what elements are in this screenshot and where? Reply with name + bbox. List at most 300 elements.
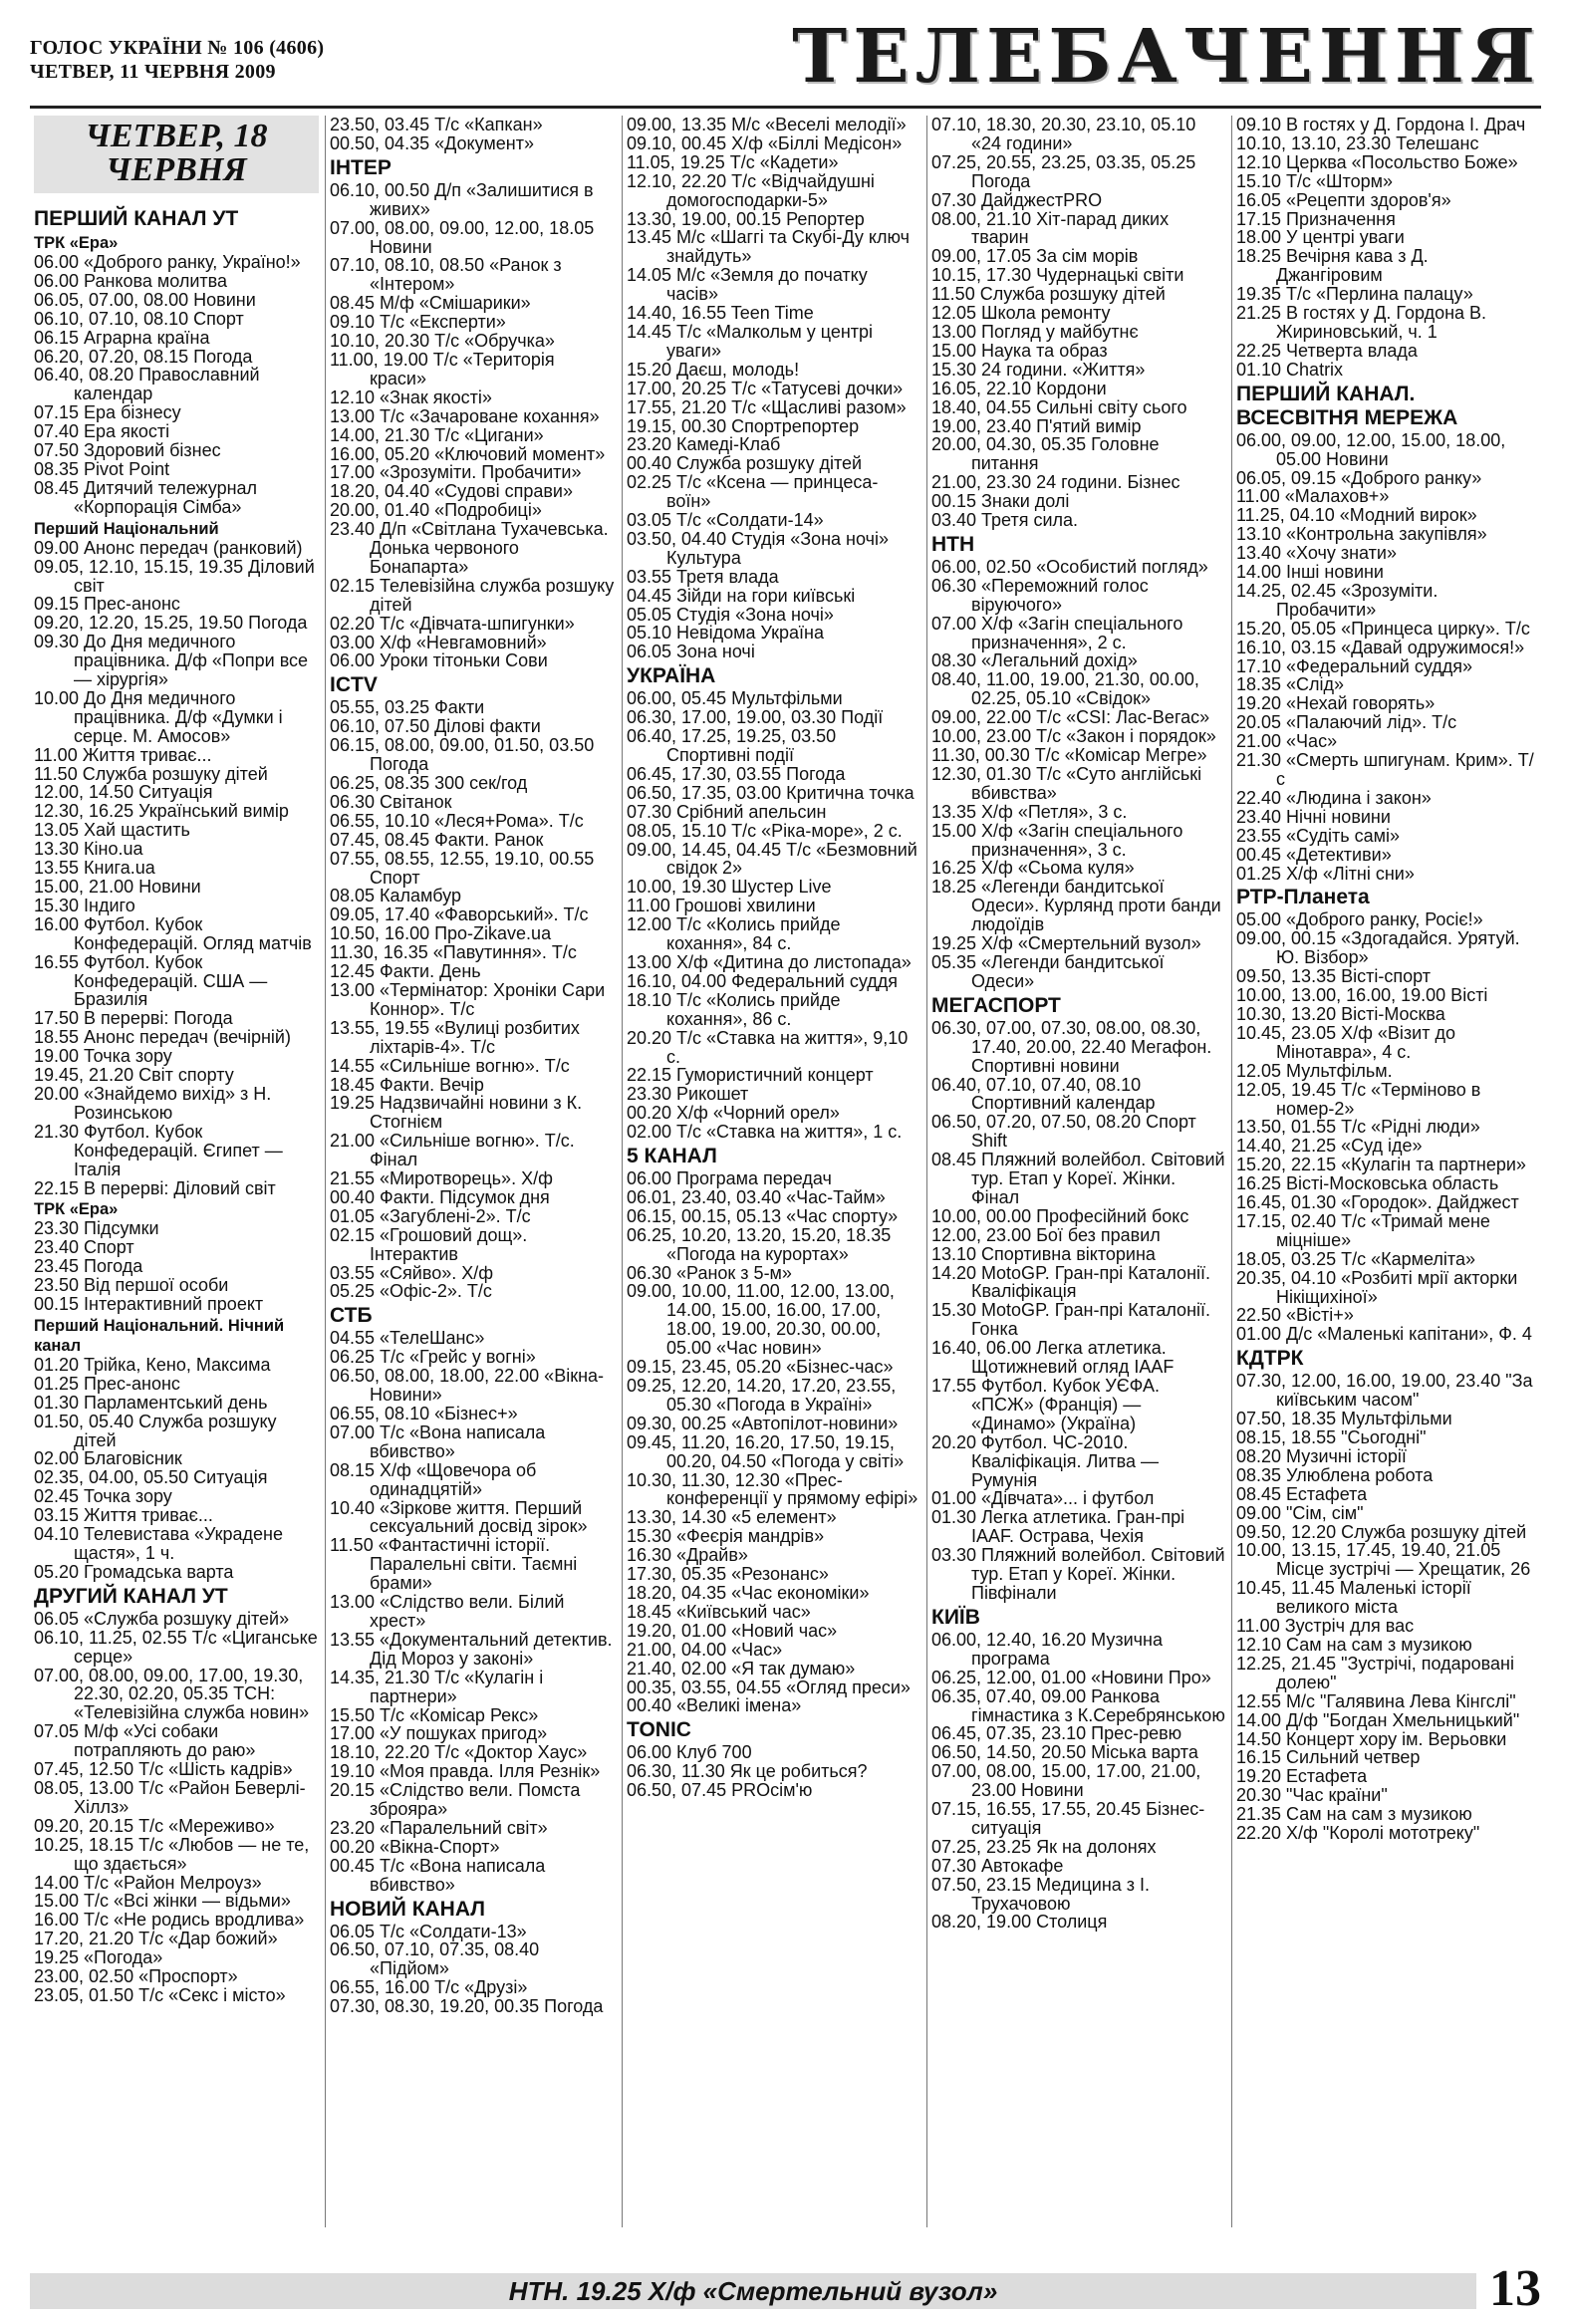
program-entry: 01.25 Прес-анонс [34, 1373, 180, 1394]
program-entry: 18.05, 03.25 Т/с «Кармеліта» [1236, 1248, 1475, 1269]
program-entry: 06.30 Світанок [330, 791, 452, 812]
program-entry: 19.20, 01.00 «Новий час» [627, 1620, 838, 1641]
program-entry: 17.30, 05.35 «Резонанс» [627, 1564, 829, 1585]
program-entry: 09.25, 12.20, 14.20, 17.20, 23.55, 05.30 «Погода в Україні» [627, 1376, 897, 1415]
program-entry: 06.50, 14.50, 20.50 Міська варта [931, 1742, 1198, 1763]
program-entry: 19.45, 21.20 Світ спорту [34, 1065, 234, 1086]
program-entry: 18.25 Вечірня кава з Д. Джангіровим [1236, 246, 1429, 286]
program-entry: 14.00 Т/с «Район Мелроуз» [34, 1872, 262, 1893]
program-entry: 12.30, 01.30 Т/с «Суто англійські вбивства» [931, 763, 1202, 803]
tv-schedule [30, 116, 1541, 2227]
program-entry: 07.05 М/ф «Усі собаки потрапляють до раю» [34, 1721, 256, 1761]
program-entry: 09.15, 23.45, 05.20 «Бізнес-час» [627, 1357, 894, 1378]
program-entry: 22.15 Гумористичний концерт [627, 1065, 874, 1086]
program-entry: 09.00, 22.00 Т/с «CSI: Лас-Вегас» [931, 707, 1210, 728]
program-entry: 13.10 Спортивна вікторина [931, 1243, 1156, 1264]
program-entry: 13.30, 19.00, 00.15 Репортер [627, 208, 865, 229]
program-entry: 06.55, 08.10 «Бізнес+» [330, 1404, 518, 1423]
program-entry: 07.30, 08.30, 19.20, 00.35 Погода [330, 1996, 604, 2017]
program-entry: 11.25, 04.10 «Модний вирок» [1236, 505, 1477, 526]
program-entry: 20.00, 01.40 «Подробиці» [330, 500, 542, 521]
program-entry: 22.20 Х/ф "Королі мототреку" [1236, 1823, 1480, 1844]
program-entry: 13.55, 19.55 «Вулиці розбитих ліхтарів-4». Т/с [330, 1017, 580, 1057]
program-entry: 05.20 Громадська варта [34, 1561, 234, 1582]
program-entry: 07.25, 23.25 Як на долонях [931, 1836, 1157, 1857]
program-entry: 11.30, 16.35 «Павутиння». Т/с [330, 942, 577, 963]
program-entry: 06.00 Уроки тітоньки Сови [330, 650, 548, 671]
program-entry: 09.50, 13.35 Вісті-спорт [1236, 966, 1431, 987]
program-entry: 05.10 Невідома Україна [627, 623, 824, 644]
program-entry: 09.00, 00.15 «Здогадайся. Урятуй. Ю. Візбор» [1236, 928, 1520, 968]
program-entry: 07.30, 12.00, 16.00, 19.00, 23.40 "За київським часом" [1236, 1371, 1533, 1411]
channel-heading: КДТРК [1236, 1347, 1304, 1371]
program-entry: 11.00 Грошові хвилини [627, 896, 816, 916]
program-entry: 15.20, 22.15 «Кулагін та партнери» [1236, 1155, 1526, 1175]
program-entry: 21.25 В гостях у Д. Гордона В. Жириновський, ч. 1 [1236, 303, 1487, 342]
program-entry: 06.50, 08.00, 18.00, 22.00 «Вікна-Новини» [330, 1366, 605, 1406]
program-entry: 17.55 Футбол. Кубок УЄФА. «ПСЖ» (Франція) — «Динамо» (Україна) [931, 1376, 1160, 1433]
program-entry: 11.00 «Малахов+» [1236, 486, 1390, 507]
program-entry: 23.30 Підсумки [34, 1218, 159, 1239]
header-rule [30, 106, 1541, 109]
program-entry: 23.50 Від першої особи [34, 1275, 229, 1296]
program-entry: 06.00, 12.40, 16.20 Музична програма [931, 1629, 1163, 1669]
program-entry: 16.10, 04.00 Федеральний суддя [627, 970, 899, 991]
program-entry: 14.05 М/с «Земля до початку часів» [627, 265, 868, 305]
program-entry: 12.10 Церква «Посольство Боже» [1236, 151, 1518, 172]
program-entry: 09.05, 17.40 «Фаворський». Т/с [330, 904, 589, 925]
program-entry: 16.05 «Рецепти здоров'я» [1236, 189, 1451, 210]
program-entry: 09.10 Т/с «Експерти» [330, 312, 506, 333]
program-entry: 01.20 Трійка, Кено, Максима [34, 1354, 271, 1375]
program-entry: 03.55 «Сяйво». Х/ф [330, 1262, 494, 1283]
program-entry: 12.00, 14.50 Ситуація [34, 782, 213, 803]
program-entry: 06.05 Зона ночі [627, 642, 755, 662]
program-entry: 13.10 «Контрольна закупівля» [1236, 524, 1487, 545]
program-entry: 07.45, 08.45 Факти. Ранок [330, 829, 544, 850]
program-entry: 00.15 Знаки долі [931, 491, 1070, 512]
program-entry: 02.20 Т/с «Дівчата-шпигунки» [330, 613, 575, 634]
program-entry: 06.00, 02.50 «Особистий погляд» [931, 556, 1208, 577]
program-entry: 10.30, 11.30, 12.30 «Прес-конференції у прямому ефірі» [627, 1469, 918, 1509]
channel-heading: СТБ [330, 1304, 373, 1328]
channel-heading: МЕГАСПОРТ [931, 993, 1061, 1017]
program-entry: 23.40 Д/п «Світлана Тухачевська. Донька червоного Бонапарта» [330, 519, 609, 577]
channel-heading: ІНТЕР [330, 155, 392, 179]
channel-heading: РТР-Планета [1236, 886, 1370, 909]
program-entry: 21.30 Футбол. Кубок Конфедерацій. Єгипет — Італія [34, 1121, 283, 1179]
program-entry: 18.45 «Київський час» [627, 1601, 811, 1622]
program-entry: 01.05 «Загублені-2». Т/с [330, 1205, 531, 1226]
program-entry: 17.15 Призначення [1236, 208, 1396, 229]
program-entry: 18.10, 22.20 Т/с «Доктор Хаус» [330, 1742, 588, 1763]
program-entry: 08.35 Улюблена робота [1236, 1464, 1434, 1485]
program-entry: 12.00 Т/с «Колись прийде кохання», 84 с. [627, 914, 841, 954]
program-entry: 08.00, 21.10 Хіт-парад диких тварин [931, 208, 1170, 248]
column-5 [1231, 116, 1541, 2227]
program-entry: 00.40 Факти. Підсумок дня [330, 1186, 550, 1207]
program-entry: 07.10, 08.10, 08.50 «Ранок з «Інтером» [330, 255, 562, 295]
program-entry: 11.50 «Фантастичні історії. Паралельні світи. Таємні брами» [330, 1535, 578, 1594]
program-entry: 01.10 Chatrix [1236, 359, 1344, 380]
program-entry: 13.45 М/с «Шаггі та Скубі-Ду ключ знайдуть» [627, 227, 910, 267]
program-entry: 05.35 «Легенди бандитської Одеси» [931, 951, 1165, 991]
program-entry: 13.00 «Слідство вели. Білий хрест» [330, 1592, 565, 1631]
program-entry: 14.00, 21.30 Т/с «Цигани» [330, 424, 544, 445]
program-entry: 21.00, 23.30 24 години. Бізнес [931, 472, 1180, 493]
program-entry: 06.05, 09.15 «Доброго ранку» [1236, 467, 1482, 488]
program-entry: 09.00, 10.00, 11.00, 12.00, 13.00, 14.00, 15.00, 16.00, 17.00, 18.00, 19.00, 20.30, 00.00, 05.00 «Час новин» [627, 1281, 895, 1359]
program-entry: 20.00 «Знайдемо вихід» з Н. Розинською [34, 1083, 272, 1123]
program-entry: 08.45 Естафета [1236, 1483, 1368, 1504]
program-entry: 22.50 «Вісті+» [1236, 1305, 1354, 1326]
program-entry: 09.20, 12.20, 15.25, 19.50 Погода [34, 613, 308, 634]
channel-heading: TONIC [627, 1718, 691, 1742]
program-entry: 06.50, 07.10, 07.35, 08.40 «Підйом» [330, 1939, 540, 1979]
program-entry: 13.00 Х/ф «Дитина до листопада» [627, 951, 912, 972]
program-entry: 16.00 Футбол. Кубок Конфедерацій. Огляд матчів [34, 913, 312, 953]
program-entry: 06.20, 07.20, 08.15 Погода [34, 346, 253, 367]
channel-heading: ДРУГИЙ КАНАЛ УТ [34, 1584, 228, 1608]
channel-subheading: ТРК «Ера» [34, 234, 119, 252]
program-entry: 11.00 Зустріч для вас [1236, 1616, 1415, 1637]
program-entry: 07.00 Т/с «Вона написала вбивство» [330, 1421, 546, 1461]
program-entry: 08.15 Х/ф «Щовечора об одинадцятій» [330, 1459, 537, 1499]
program-entry: 08.20, 19.00 Столиця [931, 1912, 1108, 1933]
program-entry: 12.25, 21.45 "Зустрічі, подаровані долею" [1236, 1653, 1514, 1692]
program-entry: 06.10, 07.50 Ділові факти [330, 716, 541, 737]
program-entry: 07.55, 08.55, 12.55, 19.10, 00.55 Спорт [330, 848, 595, 888]
program-entry: 09.00 "Сім, сім" [1236, 1502, 1364, 1523]
program-entry: 06.05, 07.00, 08.00 Новини [34, 289, 256, 310]
channel-heading: ICTV [330, 673, 378, 697]
program-entry: 15.30 Індиго [34, 895, 135, 915]
program-entry: 12.10, 22.20 Т/с «Відчайдушні домогосподарки-5» [627, 170, 875, 210]
program-entry: 19.00 Точка зору [34, 1046, 172, 1067]
program-entry: 21.35 Сам на сам з музикою [1236, 1804, 1472, 1825]
program-entry: 11.00 Життя триває... [34, 744, 212, 765]
program-entry: 11.50 Служба розшуку дітей [34, 763, 268, 784]
program-entry: 06.55, 10.10 «Леся+Рома». Т/с [330, 810, 584, 831]
program-entry: 14.40, 21.25 «Суд іде» [1236, 1136, 1423, 1157]
program-entry: 10.00, 13.15, 17.45, 19.40, 21.05 Місце зустрічі — Хрещатик, 26 [1236, 1540, 1531, 1580]
program-entry: 06.30, 17.00, 19.00, 03.30 Події [627, 707, 884, 728]
program-entry: 06.50, 07.45 PROсім'ю [627, 1780, 813, 1801]
program-entry: 12.05 Школа ремонту [931, 303, 1111, 324]
column-1 [30, 116, 325, 2227]
program-entry: 19.10 «Моя правда. Ілля Резнік» [330, 1761, 601, 1782]
program-entry: 15.00 Наука та образ [931, 340, 1108, 361]
program-entry: 21.00 «Час» [1236, 731, 1338, 752]
program-entry: 00.40 «Великі імена» [627, 1695, 802, 1716]
program-entry: 07.30 Автокафе [931, 1855, 1064, 1876]
program-entry: 13.40 «Хочу знати» [1236, 543, 1397, 564]
program-entry: 12.30, 16.25 Український вимір [34, 801, 289, 822]
program-entry: 16.25 Х/ф «Сьома куля» [931, 858, 1135, 879]
program-entry: 14.50 Концерт хору ім. Верьовки [1236, 1728, 1507, 1749]
masthead-info [30, 36, 324, 84]
program-entry: 08.20 Музичні історії [1236, 1445, 1407, 1466]
column-3 [622, 116, 926, 2227]
program-entry: 06.55, 16.00 Т/с «Друзі» [330, 1977, 528, 1998]
program-entry: 13.05 Хай щастить [34, 820, 190, 841]
program-entry: 01.30 Легка атлетика. Гран-прі IAAF. Острава, Чехія [931, 1507, 1185, 1547]
program-entry: 06.01, 23.40, 03.40 «Час-Тайм» [627, 1186, 886, 1207]
program-entry: 08.45 М/ф «Смішарики» [330, 293, 531, 314]
paper-issue: ГОЛОС УКРАЇНИ № 106 (4606) [30, 37, 325, 59]
program-entry: 03.30 Пляжний волейбол. Світовий тур. Етап у Кореї. Жінки. Півфінали [931, 1545, 1225, 1603]
program-entry: 06.00 Ранкова молитва [34, 270, 228, 291]
program-entry: 07.30 ДайджестPRO [931, 189, 1103, 210]
program-entry: 06.00 Клуб 700 [627, 1742, 752, 1763]
program-entry: 04.55 «ТелеШанс» [330, 1328, 485, 1349]
program-entry: 18.00 У центрі уваги [1236, 227, 1405, 248]
program-entry: 09.10 В гостях у Д. Гордона І. Драч [1236, 116, 1526, 134]
program-entry: 11.05, 19.25 Т/с «Кадети» [627, 151, 839, 172]
channel-heading: ПЕРШИЙ КАНАЛ. ВСЕСВІТНЯ МЕРЕЖА [1236, 382, 1458, 429]
program-entry: 10.25, 18.15 Т/с «Любов — не те, що здається» [34, 1834, 310, 1874]
footer-promo: НТН. 19.25 Х/ф «Смертельний вузол» [508, 2276, 998, 2306]
program-entry: 01.00 Д/с «Маленькі капітани», Ф. 4 [1236, 1324, 1532, 1345]
program-entry: 09.00, 14.45, 04.45 Т/с «Безмовний свідок 2» [627, 839, 917, 879]
channel-heading: НОВИЙ КАНАЛ [330, 1897, 485, 1921]
program-entry: 10.10, 13.10, 23.30 Телешанс [1236, 132, 1479, 153]
channel-heading: КИЇВ [931, 1605, 980, 1629]
program-entry: 06.00 Програма передач [627, 1168, 832, 1189]
program-entry: 19.20 «Нехай говорять» [1236, 693, 1436, 714]
program-entry: 08.35 Pivot Point [34, 458, 170, 479]
program-entry: 06.40, 08.20 Православний календар [34, 365, 260, 404]
program-entry: 15.00 Х/ф «Загін спеціального призначення», 3 с. [931, 820, 1183, 860]
program-entry: 17.55, 21.20 Т/с «Щасливі разом» [627, 396, 907, 417]
program-entry: 16.55 Футбол. Кубок Конфедерацій. США — Бразилія [34, 951, 268, 1010]
program-entry: 07.45, 12.50 Т/с «Шість кадрів» [34, 1759, 293, 1780]
program-entry: 02.15 Телевізійна служба розшуку дітей [330, 575, 615, 615]
program-entry: 02.00 Т/с «Ставка на життя», 1 с. [627, 1122, 903, 1143]
program-entry: 08.15, 18.55 "Сьогодні" [1236, 1427, 1427, 1447]
program-entry: 09.00 Анонс передач (ранковий) [34, 537, 303, 558]
program-entry: 16.25 Вісті-Московська область [1236, 1173, 1499, 1194]
program-entry: 18.35 «Слід» [1236, 674, 1345, 695]
program-entry: 23.30 Рикошет [627, 1084, 749, 1105]
program-entry: 10.10, 20.30 Т/с «Обручка» [330, 331, 555, 352]
program-entry: 19.25 Х/ф «Смертельний вузол» [931, 933, 1201, 954]
program-entry: 06.50, 17.35, 03.00 Критична точка [627, 782, 915, 803]
program-entry: 05.05 Студія «Зона ночі» [627, 604, 834, 625]
program-entry: 11.30, 00.30 Т/с «Комісар Мегре» [931, 745, 1207, 765]
program-entry: 07.50, 18.35 Мультфільми [1236, 1409, 1452, 1429]
program-entry: 00.20 Х/ф «Чорний орел» [627, 1103, 840, 1124]
program-entry: 09.30, 00.25 «Автопілот-новини» [627, 1413, 899, 1433]
program-entry: 16.10, 03.15 «Давай одружимося!» [1236, 637, 1525, 657]
program-entry: 17.10 «Федеральний суддя» [1236, 655, 1472, 676]
program-entry: 13.50, 01.55 Т/с «Рідні люди» [1236, 1117, 1480, 1138]
channel-subheading: ТРК «Ера» [34, 1200, 119, 1219]
program-entry: 09.20, 20.15 Т/с «Мереживо» [34, 1815, 275, 1836]
program-entry: 06.25, 10.20, 13.20, 15.20, 18.35 «Погода на курортах» [627, 1224, 892, 1264]
page-number: 13 [1489, 2260, 1541, 2317]
program-entry: 15.50 Т/с «Комісар Рекс» [330, 1704, 539, 1725]
program-entry: 06.30 «Переможний голос віруючого» [931, 575, 1149, 615]
program-entry: 17.00, 20.25 Т/с «Татусеві дочки» [627, 378, 904, 398]
program-entry: 01.00 «Дівчата»... і футбол [931, 1488, 1155, 1509]
program-entry: 22.40 «Людина і закон» [1236, 787, 1432, 808]
program-entry: 18.10 Т/с «Колись прийде кохання», 86 с. [627, 989, 841, 1029]
program-entry: 16.00, 05.20 «Ключовий момент» [330, 443, 606, 464]
program-entry: 04.10 Телевистава «Украдене щастя», 1 ч. [34, 1524, 283, 1563]
program-entry: 06.50, 07.20, 07.50, 08.20 Спорт Shift [931, 1112, 1196, 1152]
program-entry: 01.50, 05.40 Служба розшуку дітей [34, 1411, 277, 1450]
program-entry: 15.30 MotoGP. Гран-прі Каталонії. Гонка [931, 1300, 1211, 1340]
program-entry: 07.30 Срібний апельсин [627, 801, 827, 822]
program-entry: 09.15 Прес-анонс [34, 594, 180, 615]
program-entry: 02.00 Благовісник [34, 1448, 182, 1469]
program-entry: 00.50, 04.35 «Документ» [330, 132, 534, 153]
program-entry: 15.20 Даєш, молодь! [627, 359, 800, 380]
program-entry: 07.10, 18.30, 20.30, 23.10, 05.10 «24 години» [931, 116, 1196, 153]
program-entry: 18.40, 04.55 Сильні світу сього [931, 396, 1187, 417]
program-entry: 01.30 Парламентський день [34, 1392, 268, 1413]
program-entry: 07.40 Ера якості [34, 421, 170, 442]
program-entry: 20.15 «Слідство вели. Помста зброяра» [330, 1780, 581, 1820]
program-entry: 19.20 Естафета [1236, 1766, 1368, 1787]
program-entry: 14.25, 02.45 «Зрозуміти. Пробачити» [1236, 580, 1439, 620]
program-entry: 20.20 Футбол. ЧС-2010. Кваліфікація. Литва — Румунія [931, 1431, 1159, 1490]
program-entry: 06.15, 08.00, 09.00, 01.50, 03.50 Погода [330, 735, 595, 775]
program-entry: 14.40, 16.55 Teen Time [627, 303, 814, 324]
program-entry: 03.15 Життя триває... [34, 1505, 213, 1526]
program-entry: 16.40, 06.00 Легка атлетика. Щотижневий огляд IAAF [931, 1338, 1175, 1378]
program-entry: 06.15, 00.15, 05.13 «Час спорту» [627, 1205, 899, 1226]
program-entry: 02.45 Точка зору [34, 1486, 172, 1507]
program-entry: 10.00, 19.30 Шустер Live [627, 877, 832, 898]
program-entry: 19.35 Т/с «Перлина палацу» [1236, 284, 1473, 305]
program-entry: 19.25 Надзвичайні новини з К. Стогнієм [330, 1093, 583, 1133]
program-entry: 00.35, 03.55, 04.55 «Огляд преси» [627, 1677, 911, 1697]
program-entry: 18.45 Факти. Вечір [330, 1074, 484, 1095]
program-entry: 16.30 «Драйв» [627, 1545, 748, 1566]
program-entry: 19.15, 00.30 Спортрепортер [627, 415, 860, 436]
day-header: ЧЕТВЕР, 18 ЧЕРВНЯ [34, 116, 319, 193]
program-entry: 10.00, 00.00 Професійний бокс [931, 1205, 1189, 1226]
program-entry: 18.20, 04.35 «Час економіки» [627, 1582, 870, 1603]
program-entry: 06.30, 07.00, 07.30, 08.00, 08.30, 17.40, 20.00, 22.40 Мегафон. Спортивні новини [931, 1017, 1212, 1076]
program-entry: 06.00, 05.45 Мультфільми [627, 688, 843, 709]
section-title: ТЕЛЕБАЧЕННЯ [792, 14, 1541, 100]
program-entry: 07.00 Х/ф «Загін спеціального призначення», 2 с. [931, 613, 1183, 652]
program-entry: 09.00, 17.05 За сім морів [931, 246, 1139, 267]
program-entry: 00.40 Служба розшуку дітей [627, 453, 863, 474]
program-entry: 09.45, 11.20, 16.20, 17.50, 19.15, 00.20, 04.50 «Погода у світі» [627, 1431, 905, 1471]
program-entry: 08.45 Дитячий тележурнал «Корпорація Сімба» [34, 477, 258, 517]
program-entry: 08.05, 13.00 Т/с «Район Беверлі-Хіллз» [34, 1777, 306, 1817]
channel-heading: УКРАЇНА [627, 664, 716, 688]
program-entry: 17.15, 02.40 Т/с «Тримай мене міцніше» [1236, 1210, 1490, 1250]
program-entry: 16.00 Т/с «Не родись вродлива» [34, 1910, 305, 1931]
program-entry: 10.45, 11.45 Маленькі історії великого міста [1236, 1578, 1471, 1618]
program-entry: 03.00 Х/ф «Невгамовний» [330, 632, 547, 652]
program-entry: 15.10 Т/с «Шторм» [1236, 170, 1393, 191]
program-entry: 21.30 «Смерть шпигунам. Крим». Т/с [1236, 750, 1534, 789]
program-entry: 14.00 Д/ф "Богдан Хмельницький" [1236, 1709, 1520, 1730]
program-entry: 13.55 Книга.ua [34, 858, 155, 879]
program-entry: 08.40, 11.00, 19.00, 21.30, 00.00, 02.25, 05.10 «Свідок» [931, 669, 1199, 709]
program-entry: 04.45 Зійди на гори київські [627, 585, 856, 606]
program-entry: 06.30 «Ранок з 5-м» [627, 1262, 792, 1283]
program-entry: 15.20, 05.05 «Принцеса цирку». Т/с [1236, 618, 1530, 639]
column-2 [325, 116, 622, 2227]
program-entry: 13.00 Погляд у майбутнє [931, 321, 1139, 342]
program-entry: 15.30 24 години. «Життя» [931, 359, 1146, 380]
program-entry: 06.05 «Служба розшуку дітей» [34, 1608, 290, 1629]
program-entry: 12.05 Мультфільм. [1236, 1060, 1393, 1081]
program-entry: 18.25 «Легенди бандитської Одеси». Курлянд проти банди людоїдів [931, 877, 1221, 935]
program-entry: 12.45 Факти. День [330, 961, 481, 982]
program-entry: 23.40 Спорт [34, 1237, 134, 1258]
program-entry: 13.00 Т/с «Зачароване кохання» [330, 405, 600, 426]
program-entry: 20.05 «Палаючий лід». Т/с [1236, 712, 1457, 733]
program-entry: 10.50, 16.00 Про-Zikave.ua [330, 923, 552, 944]
program-entry: 10.15, 17.30 Чудернацькі світи [931, 265, 1184, 286]
program-entry: 14.45 Т/с «Малкольм у центрі уваги» [627, 321, 874, 361]
program-entry: 02.35, 04.00, 05.50 Ситуація [34, 1467, 268, 1488]
program-entry: 08.05 Каламбур [330, 886, 461, 906]
program-entry: 14.20 MotoGP. Гран-прі Каталонії. Кваліфікація [931, 1262, 1211, 1302]
channel-subheading: Перший Національний. Нічний канал [34, 1316, 285, 1355]
program-entry: 09.30 До Дня медичного працівника. Д/ф «Попри все — хірургія» [34, 632, 309, 690]
program-entry: 14.55 «Сильніше вогню». Т/с [330, 1055, 570, 1076]
program-entry: 08.30 «Легальний дохід» [931, 650, 1138, 671]
program-entry: 17.00 «Зрозуміти. Пробачити» [330, 462, 582, 483]
program-entry: 12.55 М/с "Галявина Лева Кінгслі" [1236, 1690, 1516, 1711]
program-entry: 06.40, 17.25, 19.25, 03.50 Спортивні події [627, 726, 837, 765]
program-entry: 08.45 Пляжний волейбол. Світовий тур. Етап у Кореї. Жінки. Фінал [931, 1150, 1225, 1207]
program-entry: 18.55 Анонс передач (вечірній) [34, 1027, 291, 1048]
program-entry: 23.00, 02.50 «Проспорт» [34, 1966, 238, 1987]
program-entry: 02.25 Т/с «Ксена — принцеса-воїн» [627, 472, 879, 512]
column-4 [926, 116, 1231, 2227]
program-entry: 09.10, 00.45 Х/ф «Біллі Медісон» [627, 132, 903, 153]
program-entry: 23.50, 03.45 Т/с «Капкан» [330, 116, 543, 134]
program-entry: 23.20 Камеді-Клаб [627, 434, 781, 455]
program-entry: 03.55 Третя влада [627, 566, 779, 587]
program-entry: 07.00, 08.00, 09.00, 17.00, 19.30, 22.30, 02.20, 05.35 ТСН: «Телевізійна служба новин» [34, 1665, 310, 1723]
program-entry: 10.00, 13.00, 16.00, 19.00 Вісті [1236, 985, 1488, 1006]
program-entry: 03.05 Т/с «Солдати-14» [627, 510, 824, 531]
program-entry: 20.20 Т/с «Ставка на життя», 9,10 с. [627, 1027, 909, 1067]
program-entry: 07.50 Здоровий бізнес [34, 440, 221, 461]
program-entry: 09.05, 12.10, 15.15, 19.35 Діловий світ [34, 556, 315, 596]
program-entry: 06.15 Аграрна країна [34, 327, 210, 348]
program-entry: 22.25 Четверта влада [1236, 340, 1418, 361]
program-entry: 17.20, 21.20 Т/с «Дар божий» [34, 1929, 278, 1949]
program-entry: 13.30 Кіно.ua [34, 839, 143, 860]
program-entry: 23.20 «Паралельний світ» [330, 1817, 548, 1838]
program-entry: 06.00 «Доброго ранку, Україно!» [34, 252, 301, 272]
program-entry: 05.00 «Доброго ранку, Росіє!» [1236, 909, 1483, 930]
program-entry: 06.45, 17.30, 03.55 Погода [627, 763, 846, 784]
program-entry: 03.50, 04.40 Студія «Зона ночі» Культура [627, 528, 889, 568]
program-entry: 06.10, 07.10, 08.10 Спорт [34, 308, 244, 329]
program-entry: 17.00 «У пошуках пригод» [330, 1723, 548, 1744]
channel-heading: НТН [931, 532, 975, 556]
program-entry: 14.00 Інші новини [1236, 562, 1384, 583]
program-entry: 21.00 «Сильніше вогню». Т/с. Фінал [330, 1131, 575, 1170]
program-entry: 11.00, 19.00 Т/с «Територія краси» [330, 349, 555, 388]
program-entry: 23.55 «Судіть самі» [1236, 825, 1400, 846]
channel-subheading: Перший Національний [34, 519, 219, 538]
program-entry: 06.30, 11.30 Як це робиться? [627, 1761, 868, 1782]
